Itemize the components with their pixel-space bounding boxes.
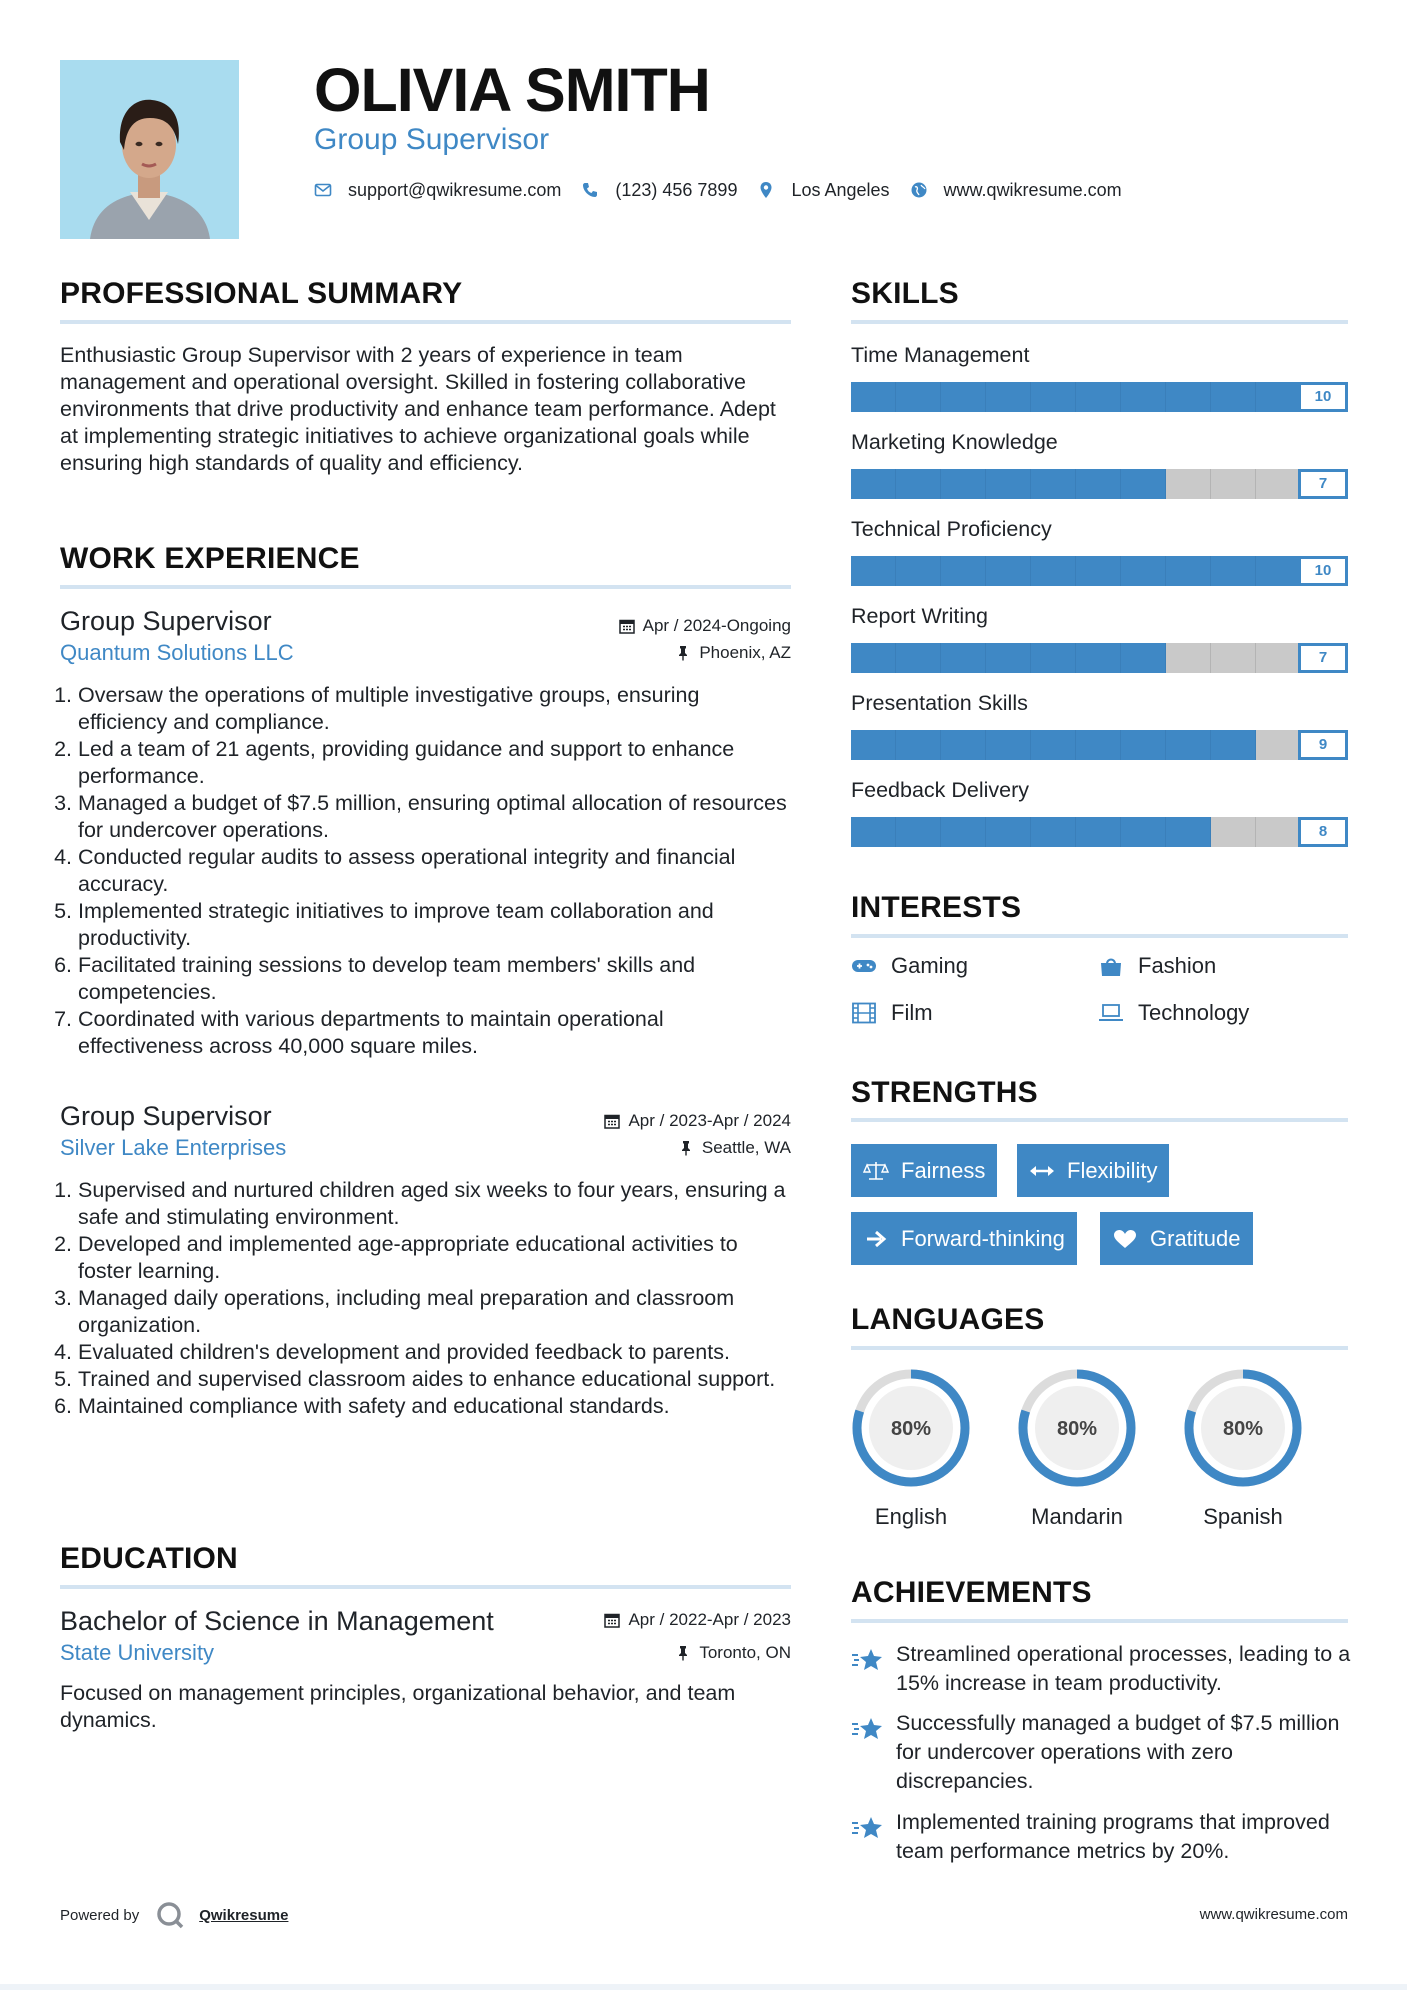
language-name: English <box>874 1504 948 1529</box>
skill-bar-segment <box>941 382 986 412</box>
contact-website[interactable] <box>910 180 1122 201</box>
job-entry <box>60 604 791 1060</box>
skill-name: Technical Proficiency <box>851 517 1052 541</box>
skill-bar-segment <box>1256 817 1301 847</box>
achievement-text: Streamlined operational processes, leading to a 15% increase in team productivity. <box>896 1642 1351 1695</box>
language-percent: 80% <box>1222 1418 1264 1440</box>
skill-bar-segment <box>851 382 896 412</box>
skill-bar-segment <box>851 730 896 760</box>
pushpin-icon <box>675 1645 691 1661</box>
skill-bar-segment <box>1211 817 1256 847</box>
contact-phone[interactable] <box>581 180 737 201</box>
candidate-name: OLIVIA SMITH <box>314 56 710 124</box>
pushpin-icon <box>675 645 691 661</box>
interest-item <box>1098 1000 1249 1026</box>
skill-bar-segment <box>1166 469 1211 499</box>
strengths-heading: STRENGTHS <box>851 1076 1038 1109</box>
job-location-text: Phoenix, AZ <box>699 643 791 662</box>
interest-item <box>1098 953 1216 979</box>
shooting-star-icon <box>851 1814 884 1842</box>
job-bullet: 7. Coordinated with various departments to maintain operational effectiveness across 40,000 square miles. <box>78 1006 791 1060</box>
skill-level-badge: 9 <box>1298 730 1348 760</box>
balance-scale-icon <box>863 1160 889 1182</box>
pushpin-icon <box>678 1140 694 1156</box>
strength-label: Forward-thinking <box>901 1225 1065 1251</box>
job-location <box>678 1138 791 1158</box>
education-location-text: Toronto, ON <box>699 1643 791 1662</box>
shopping-bag-icon <box>1098 955 1124 977</box>
language-ring <box>849 1366 973 1490</box>
interest-label: Technology <box>1138 1000 1250 1025</box>
skill-name: Feedback Delivery <box>851 778 1030 802</box>
language-name: Spanish <box>1203 1504 1283 1529</box>
candidate-title: Group Supervisor <box>314 123 550 156</box>
skill-bar-segment <box>1076 817 1121 847</box>
skill-bar <box>851 556 1348 586</box>
skill-name: Presentation Skills <box>851 691 1028 715</box>
job-dates <box>604 1111 791 1131</box>
skill-bar-segment <box>1121 643 1166 673</box>
skill-item <box>851 775 1348 847</box>
skill-bar-segment <box>896 469 941 499</box>
language-ring <box>1181 1366 1305 1490</box>
language-percent: 80% <box>890 1418 932 1440</box>
contact-website-text: www.qwikresume.com <box>943 179 1122 200</box>
skill-bar-segment <box>941 643 986 673</box>
skill-bar-segment <box>986 730 1031 760</box>
calendar-icon <box>604 1113 620 1129</box>
skill-item <box>851 688 1348 760</box>
skill-bar-segment <box>1121 730 1166 760</box>
skill-bar-segment <box>851 556 896 586</box>
achievements-heading: ACHIEVEMENTS <box>851 1576 1092 1609</box>
education-location <box>675 1643 791 1663</box>
skill-bar-segment <box>1076 382 1121 412</box>
skill-bar-segment <box>1076 556 1121 586</box>
job-bullet: 6. Facilitated training sessions to develop team members' skills and competencies. <box>78 952 791 1006</box>
interest-item <box>851 1000 933 1026</box>
job-bullet: 1. Oversaw the operations of multiple investigative groups, ensuring efficiency and compliance. <box>78 682 791 736</box>
job-dates-text: Apr / 2024-Ongoing <box>642 616 791 635</box>
education-degree: Bachelor of Science in Management <box>60 1606 494 1636</box>
experience-heading: WORK EXPERIENCE <box>60 542 360 575</box>
education-entry <box>60 1604 791 1734</box>
skill-bar-segment <box>1031 382 1076 412</box>
contact-email-text: support@qwikresume.com <box>348 179 562 200</box>
skill-bar-segment <box>1166 730 1211 760</box>
job-bullet: 4. Conducted regular audits to assess operational integrity and financial accuracy. <box>78 844 791 898</box>
skill-name: Marketing Knowledge <box>851 430 1058 454</box>
skill-bar-segment <box>1166 382 1211 412</box>
languages-heading: LANGUAGES <box>851 1303 1045 1336</box>
job-bullet: 5. Trained and supervised classroom aides to enhance educational support. <box>78 1366 791 1393</box>
arrow-right-icon <box>863 1228 889 1250</box>
skill-bar-segment <box>1076 643 1121 673</box>
contact-phone-text: (123) 456 7899 <box>615 179 738 200</box>
envelope-icon <box>314 181 332 199</box>
strength-label: Flexibility <box>1067 1157 1158 1183</box>
skill-bar-segment <box>986 382 1031 412</box>
job-bullet: 3. Managed a budget of $7.5 million, ensuring optimal allocation of resources for undercover operations. <box>78 790 791 844</box>
job-role: Group Supervisor <box>60 606 272 636</box>
strengths-divider <box>851 1118 1348 1122</box>
job-bullet: 3. Managed daily operations, including meal preparation and classroom organization. <box>78 1285 791 1339</box>
language-name: Mandarin <box>1031 1504 1123 1529</box>
skill-bar-segment <box>1031 469 1076 499</box>
skill-bar-segment <box>1121 556 1166 586</box>
skill-bar-segment <box>1031 730 1076 760</box>
page-bottom-border <box>0 1984 1407 1990</box>
contact-info <box>314 176 1142 204</box>
contact-location <box>757 180 889 201</box>
job-location <box>675 643 791 663</box>
job-role: Group Supervisor <box>60 1101 272 1131</box>
job-bullet: 5. Implemented strategic initiatives to improve team collaboration and productivity. <box>78 898 791 952</box>
job-bullet: 6. Maintained compliance with safety and educational standards. <box>78 1393 791 1420</box>
skill-bar-segment <box>1211 556 1256 586</box>
language-ring <box>1015 1366 1139 1490</box>
skill-bar-segment <box>851 643 896 673</box>
achievements-divider <box>851 1619 1348 1623</box>
achievement-item <box>851 1808 1351 1866</box>
portrait-image <box>60 60 239 239</box>
skill-bar-segment <box>941 469 986 499</box>
skill-bar-segment <box>986 556 1031 586</box>
skill-level-badge: 7 <box>1298 643 1348 673</box>
interest-label: Gaming <box>891 953 969 978</box>
achievement-text: Implemented training programs that improved team performance metrics by 20%. <box>896 1810 1330 1863</box>
skill-bar-segment <box>1166 817 1211 847</box>
job-bullet: 2. Developed and implemented age-appropriate educational activities to foster learning. <box>78 1231 791 1285</box>
achievement-item <box>851 1640 1351 1698</box>
skill-bar-segment <box>1076 730 1121 760</box>
arrows-horizontal-icon <box>1029 1160 1055 1182</box>
skill-bar-segment <box>851 469 896 499</box>
summary-heading: PROFESSIONAL SUMMARY <box>60 277 463 310</box>
skill-bar-segment <box>941 730 986 760</box>
achievement-text: Successfully managed a budget of $7.5 million for undercover operations with zero discrepancies. <box>896 1711 1340 1793</box>
education-dates-text: Apr / 2022-Apr / 2023 <box>628 1610 791 1629</box>
skill-bar-segment <box>1031 817 1076 847</box>
skill-bar-segment <box>1121 817 1166 847</box>
skill-bar-segment <box>1256 556 1301 586</box>
job-dates <box>619 616 791 636</box>
interests-divider <box>851 934 1348 938</box>
language-item <box>1015 1366 1139 1532</box>
skill-bar <box>851 817 1348 847</box>
skill-bar-segment <box>941 556 986 586</box>
job-company: Quantum Solutions LLC <box>60 640 294 665</box>
skills-heading: SKILLS <box>851 277 959 310</box>
skill-bar-segment <box>896 382 941 412</box>
skill-item <box>851 514 1348 586</box>
heart-icon <box>1112 1228 1138 1250</box>
skill-level-badge: 7 <box>1298 469 1348 499</box>
skill-bar <box>851 382 1348 412</box>
skill-bar-segment <box>986 817 1031 847</box>
skill-level-badge: 10 <box>1298 382 1348 412</box>
job-entry <box>60 1099 791 1420</box>
qwikresume-logo-icon <box>155 1900 185 1930</box>
skill-bar-segment <box>1256 382 1301 412</box>
contact-email[interactable] <box>314 180 561 201</box>
skill-bar-segment <box>1256 469 1301 499</box>
skill-bar-segment <box>896 643 941 673</box>
skill-bar-segment <box>896 817 941 847</box>
skill-bar-segment <box>986 643 1031 673</box>
skill-bar-segment <box>1076 469 1121 499</box>
job-bullet: 4. Evaluated children's development and provided feedback to parents. <box>78 1339 791 1366</box>
globe-icon <box>910 181 928 199</box>
language-item <box>1181 1366 1305 1532</box>
skill-bar-segment <box>1256 643 1301 673</box>
experience-divider <box>60 585 791 589</box>
footer-website[interactable]: www.qwikresume.com <box>1199 1906 1348 1923</box>
phone-icon <box>581 181 599 199</box>
skill-bar-segment <box>1256 730 1301 760</box>
skill-bar <box>851 469 1348 499</box>
strength-tag <box>1017 1144 1169 1197</box>
strength-label: Fairness <box>901 1157 986 1183</box>
job-company: Silver Lake Enterprises <box>60 1135 287 1160</box>
footer-powered-by <box>60 1900 288 1930</box>
skill-bar-segment <box>986 469 1031 499</box>
location-pin-icon <box>757 181 775 199</box>
shooting-star-icon <box>851 1715 884 1743</box>
skill-bar-segment <box>1211 730 1256 760</box>
summary-divider <box>60 320 791 324</box>
skill-bar-segment <box>1166 556 1211 586</box>
education-school: State University <box>60 1640 215 1665</box>
skill-name: Report Writing <box>851 604 989 628</box>
skill-level-badge: 8 <box>1298 817 1348 847</box>
film-icon <box>851 1002 877 1024</box>
strength-tag <box>851 1212 1077 1265</box>
skill-bar-segment <box>896 556 941 586</box>
interest-item <box>851 953 968 979</box>
skill-item <box>851 601 1348 673</box>
skill-item <box>851 340 1348 412</box>
education-divider <box>60 1585 791 1589</box>
interest-label: Fashion <box>1138 953 1217 978</box>
skill-bar-segment <box>1211 382 1256 412</box>
language-percent: 80% <box>1056 1418 1098 1440</box>
job-dates-text: Apr / 2023-Apr / 2024 <box>628 1111 791 1130</box>
skill-bar-segment <box>896 730 941 760</box>
education-heading: EDUCATION <box>60 1542 238 1575</box>
contact-location-text: Los Angeles <box>791 179 890 200</box>
achievement-item <box>851 1709 1351 1796</box>
summary-text: Enthusiastic Group Supervisor with 2 years of experience in team management and operational oversight. Skilled in fostering collaborative environments that drive productivity and enhance team performance. Adept at implementing strategic initiatives to achieve organizational goals while ensuring high standards of quality and efficiency. <box>60 343 776 475</box>
profile-photo <box>60 60 239 239</box>
skill-bar-segment <box>1211 469 1256 499</box>
skill-bar-segment <box>1211 643 1256 673</box>
education-description: Focused on management principles, organizational behavior, and team dynamics. <box>60 1681 736 1732</box>
skill-name: Time Management <box>851 343 1030 367</box>
languages-divider <box>851 1346 1348 1350</box>
skills-divider <box>851 320 1348 324</box>
skill-bar-segment <box>941 817 986 847</box>
skill-bar-segment <box>1031 643 1076 673</box>
shooting-star-icon <box>851 1646 884 1674</box>
skill-level-badge: 10 <box>1298 556 1348 586</box>
brand-link[interactable]: Qwikresume <box>199 1906 289 1924</box>
skill-bar-segment <box>851 817 896 847</box>
language-item <box>849 1366 973 1532</box>
skill-bar <box>851 730 1348 760</box>
skill-bar-segment <box>1166 643 1211 673</box>
skill-item <box>851 427 1348 499</box>
education-dates <box>604 1610 791 1630</box>
skill-bar-segment <box>1121 469 1166 499</box>
job-bullets <box>60 682 791 1060</box>
skill-bar-segment <box>1121 382 1166 412</box>
interests-heading: INTERESTS <box>851 891 1022 924</box>
strength-tag <box>1100 1212 1253 1265</box>
interest-label: Film <box>891 1000 933 1025</box>
job-bullet: 1. Supervised and nurtured children aged six weeks to four years, ensuring a safe and stimulating environment. <box>78 1177 791 1231</box>
powered-by-label: Powered by <box>60 1906 140 1924</box>
job-bullet: 2. Led a team of 21 agents, providing guidance and support to enhance performance. <box>78 736 791 790</box>
laptop-icon <box>1098 1002 1124 1024</box>
gamepad-icon <box>851 955 877 977</box>
job-bullets <box>60 1177 791 1420</box>
skill-bar-segment <box>1031 556 1076 586</box>
calendar-icon <box>604 1612 620 1628</box>
calendar-icon <box>619 618 635 634</box>
skill-bar <box>851 643 1348 673</box>
strength-label: Gratitude <box>1150 1225 1241 1251</box>
strength-tag <box>851 1144 997 1197</box>
job-location-text: Seattle, WA <box>701 1138 791 1157</box>
